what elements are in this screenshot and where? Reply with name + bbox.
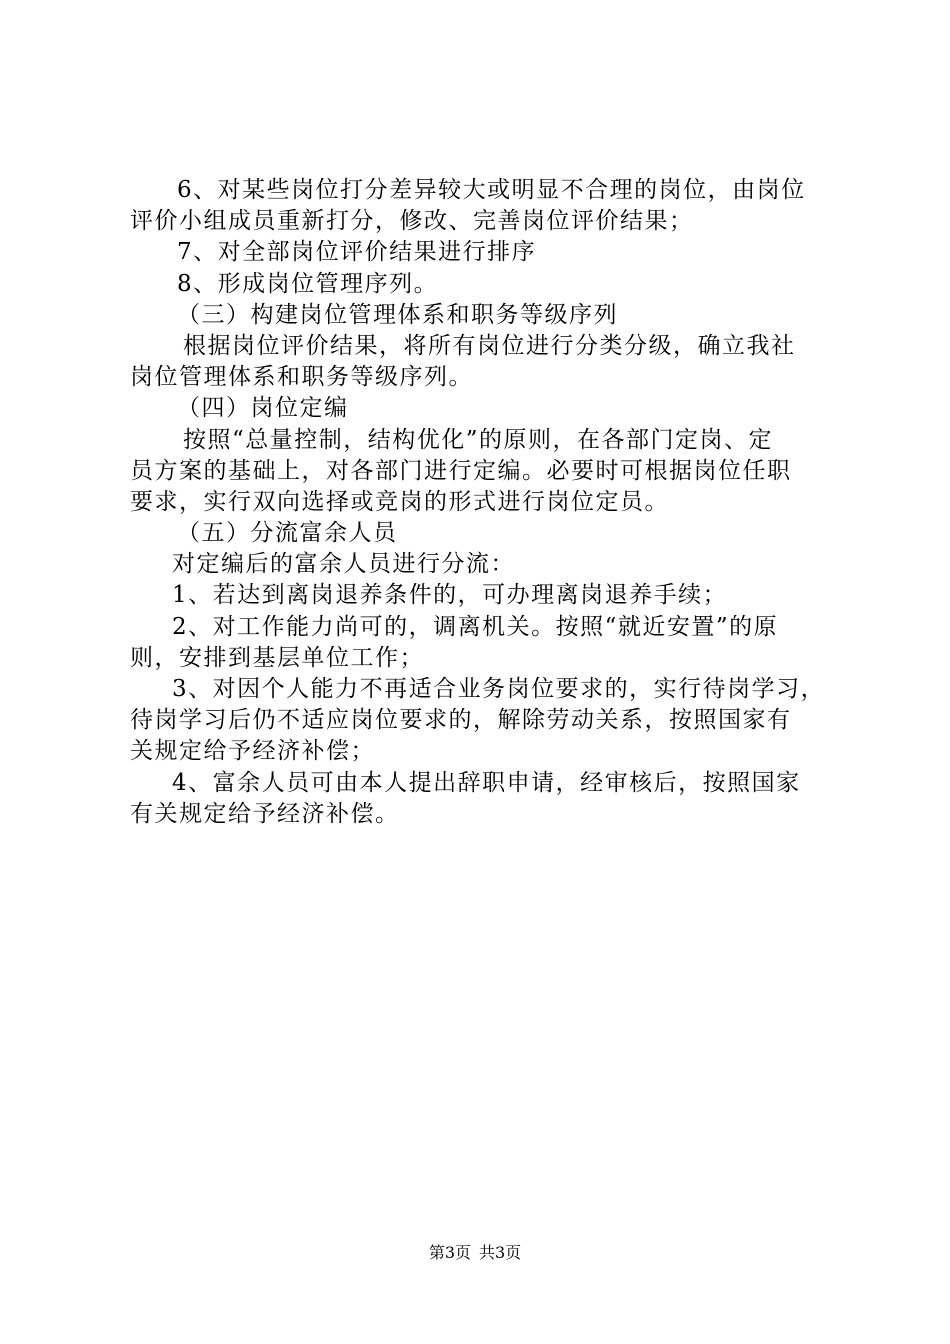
paragraph-line: 有关规定给予经济补偿。 [130, 800, 400, 827]
section-heading: （五）分流富余人员 [177, 520, 398, 547]
paragraph-line: 岗位管理体系和职务等级序列。 [130, 364, 473, 391]
paragraph-line: 对定编后的富余人员进行分流： [172, 551, 515, 578]
paragraph-line: 待岗学习后仍不适应岗位要求的，解除劳动关系，按照国家有 [130, 707, 792, 734]
paragraph-line: 2、对工作能力尚可的，调离机关。按照“就近安置”的原 [172, 613, 779, 640]
paragraph-line: 关规定给予经济补偿； [130, 738, 375, 765]
paragraph-line: 根据岗位评价结果，将所有岗位进行分类分级，确立我社 [183, 332, 796, 359]
paragraph-line: 4、富余人员可由本人提出辞职申请，经审核后，按照国家 [172, 769, 801, 796]
paragraph-line: 评价小组成员重新打分，修改、完善岗位评价结果； [130, 208, 694, 235]
paragraph-line: 则，安排到基层单位工作； [130, 644, 424, 671]
paragraph-line: 按照“总量控制，结构优化”的原则，在各部门定岗、定 [183, 426, 774, 453]
paragraph-line: 要求，实行双向选择或竞岗的形式进行岗位定员。 [130, 488, 669, 515]
paragraph-line: 6、对某些岗位打分差异较大或明显不合理的岗位，由岗位 [177, 177, 806, 203]
paragraph-line: 员方案的基础上，对各部门进行定编。必要时可根据岗位任职 [130, 457, 792, 484]
section-heading: （四）岗位定编 [177, 395, 349, 422]
document-body [130, 175, 830, 830]
section-heading: （三）构建岗位管理体系和职务等级序列 [177, 301, 618, 328]
paragraph-line: 7、对全部岗位评价结果进行排序 [177, 239, 537, 266]
page-footer [0, 1243, 950, 1263]
paragraph-line: 8、形成岗位管理序列。 [177, 270, 439, 297]
paragraph-line: 1、若达到离岗退养条件的，可办理离岗退养手续； [172, 582, 728, 609]
page-number: 第3页 [428, 1243, 471, 1262]
page-total: 共3页 [479, 1243, 522, 1262]
paragraph-line: 3、对因个人能力不再适合业务岗位要求的，实行待岗学习， [172, 676, 826, 702]
